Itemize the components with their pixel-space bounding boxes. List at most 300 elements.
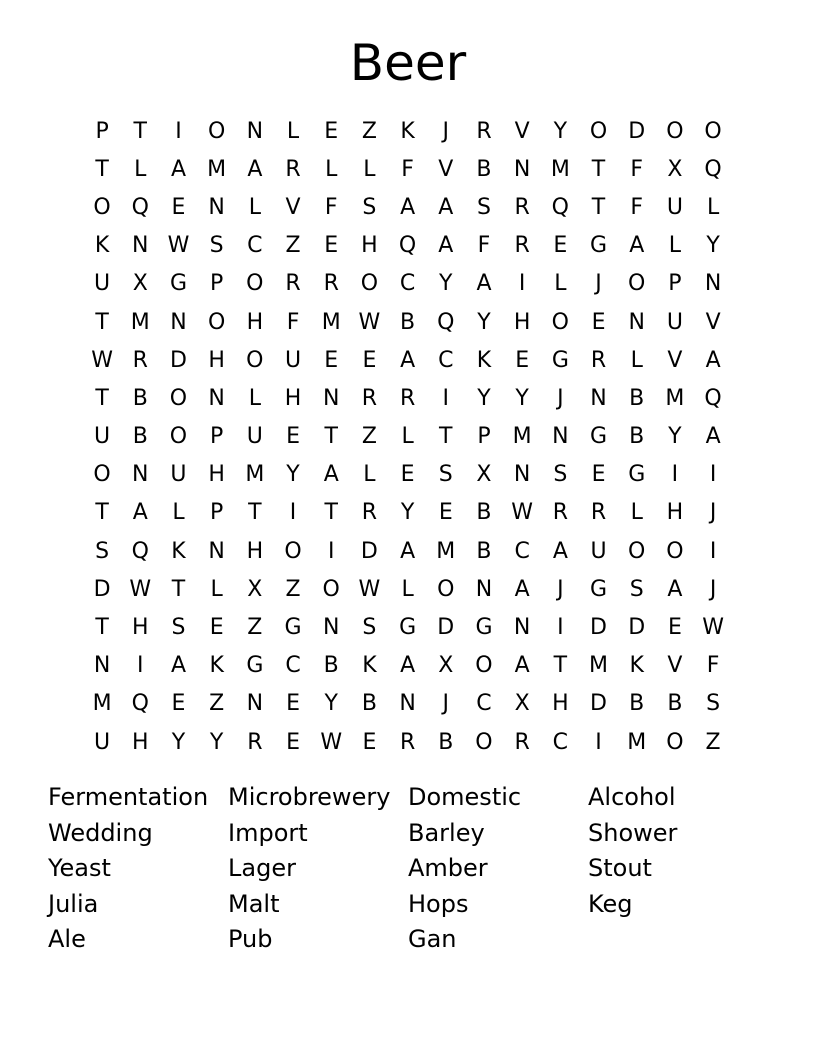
grid-letter: U [94, 271, 111, 297]
grid-letter: H [513, 309, 531, 335]
grid-letter: J [709, 576, 717, 602]
grid-letter: A [438, 194, 454, 220]
grid-letter: R [552, 500, 568, 526]
grid-letter: K [476, 347, 492, 373]
grid-letter: L [210, 576, 223, 602]
grid-letter: O [93, 194, 111, 220]
grid-letter: W [320, 729, 343, 755]
grid-letter: S [362, 194, 377, 220]
grid-letter: W [358, 576, 381, 602]
grid-letter: D [93, 576, 111, 602]
grid-letter: D [437, 615, 455, 641]
grid-letter: B [438, 729, 454, 755]
grid-letter: B [629, 424, 645, 450]
grid-letter: O [284, 538, 302, 564]
grid-letter: N [322, 615, 340, 641]
grid-letter: S [362, 615, 377, 641]
grid-letter: B [476, 156, 492, 182]
grid-letter: E [171, 194, 186, 220]
grid-letter: M [550, 156, 570, 182]
grid-letter: R [590, 347, 607, 373]
grid-letter: G [590, 576, 608, 602]
grid-letter: N [475, 576, 493, 602]
grid-letter: P [210, 271, 224, 297]
word-list-item: Domestic [408, 783, 522, 811]
grid-letter: T [553, 653, 568, 679]
grid-letter: N [513, 615, 531, 641]
grid-letter: T [95, 615, 109, 641]
grid-letter: E [286, 691, 300, 717]
grid-letter: Y [439, 271, 453, 297]
word-list-item: Malt [228, 889, 280, 918]
grid-letter: G [284, 615, 302, 641]
grid-letter: Q [704, 385, 722, 411]
grid-letter: D [628, 118, 646, 144]
grid-letter: L [134, 156, 147, 182]
grid-letter: R [323, 271, 339, 297]
grid-letter: O [589, 118, 608, 144]
word-list-item: Yeast [48, 854, 111, 882]
grid-letter: R [285, 271, 301, 297]
grid-letter: T [248, 500, 262, 526]
grid-letter: E [362, 729, 377, 755]
grid-letter: I [557, 615, 564, 641]
grid-letter: R [399, 385, 416, 411]
grid-letter: I [595, 729, 602, 755]
grid-letter: V [667, 347, 683, 373]
grid-letter: E [438, 500, 453, 526]
grid-letter: U [246, 424, 263, 450]
grid-letter: L [401, 424, 414, 450]
grid-letter: T [95, 309, 109, 335]
grid-letter: O [437, 576, 455, 602]
grid-letter: U [590, 538, 607, 564]
grid-letter: H [208, 462, 225, 488]
grid-letter: A [514, 576, 530, 602]
grid-letter: N [513, 156, 531, 182]
grid-letter: Y [324, 691, 338, 717]
grid-letter: X [667, 156, 683, 182]
grid-letter: O [666, 538, 684, 564]
grid-letter: S [553, 462, 568, 488]
grid-letter: Q [704, 156, 722, 182]
letter-grid [83, 112, 732, 761]
word-list-item: Import [228, 818, 308, 847]
grid-letter: I [175, 118, 182, 144]
grid-letter: Y [286, 462, 300, 488]
grid-letter: T [591, 194, 606, 220]
grid-letter: F [477, 233, 491, 259]
grid-letter: O [246, 271, 264, 297]
grid-letter: S [171, 615, 186, 641]
grid-letter: K [94, 233, 110, 259]
grid-letter: J [709, 500, 717, 526]
word-list-item: Barley [408, 818, 485, 847]
grid-letter: O [475, 729, 493, 755]
grid-letter: Y [400, 500, 415, 526]
grid-letter: M [627, 729, 647, 755]
grid-letter: N [208, 538, 225, 564]
grid-letter: H [361, 233, 378, 259]
grid-letter: L [630, 500, 643, 526]
grid-letter: H [132, 729, 149, 755]
grid-letter: L [554, 271, 567, 297]
grid-letter: O [322, 576, 340, 602]
grid-letter: R [361, 500, 378, 526]
grid-letter: T [95, 385, 109, 411]
grid-letter: R [514, 194, 530, 220]
grid-letter: X [247, 576, 263, 602]
grid-letter: M [207, 156, 227, 182]
grid-letter: X [476, 462, 492, 488]
grid-letter: A [705, 347, 721, 373]
grid-letter: R [590, 500, 607, 526]
grid-letter: G [590, 233, 608, 259]
grid-letter: I [709, 462, 717, 488]
grid-letter: C [285, 653, 301, 679]
grid-letter: L [668, 233, 682, 259]
grid-letter: O [475, 653, 493, 679]
grid-letter: T [324, 424, 338, 450]
grid-letter: V [514, 118, 530, 144]
grid-letter: M [665, 385, 685, 411]
grid-letter: J [595, 271, 602, 297]
grid-letter: V [285, 194, 301, 220]
word-list-item: Amber [408, 854, 488, 882]
grid-letter: R [399, 729, 416, 755]
puzzle-title: Beer [349, 34, 467, 92]
grid-letter: N [170, 309, 187, 335]
grid-letter: I [442, 385, 450, 411]
grid-letter: Z [705, 729, 721, 755]
grid-letter: M [436, 538, 456, 564]
grid-letter: I [709, 538, 717, 564]
grid-letter: P [477, 424, 491, 450]
grid-letter: T [133, 118, 147, 144]
grid-letter: C [438, 347, 454, 373]
grid-letter: O [628, 538, 646, 564]
word-list-item [588, 922, 768, 958]
grid-letter: T [439, 424, 453, 450]
grid-letter: J [442, 118, 450, 144]
grid-letter: Y [668, 424, 682, 450]
grid-letter: C [247, 233, 263, 259]
grid-letter: T [95, 156, 109, 182]
grid-letter: E [324, 118, 339, 144]
grid-letter: F [706, 653, 720, 679]
grid-letter: O [666, 118, 684, 144]
grid-letter: S [438, 462, 453, 488]
grid-letter: M [130, 309, 150, 335]
grid-letter: X [514, 691, 530, 717]
grid-letter: H [284, 385, 302, 411]
word-list-item: Microbrewery [228, 783, 391, 811]
grid-letter: E [400, 462, 415, 488]
grid-letter: L [325, 156, 338, 182]
grid-letter: Z [285, 576, 301, 602]
grid-letter: G [628, 462, 646, 488]
grid-letter: Y [706, 233, 720, 259]
grid-letter: J [557, 576, 564, 602]
word-list-item: Stout [588, 854, 652, 882]
grid-letter: E [591, 309, 606, 335]
grid-letter: H [208, 347, 225, 373]
grid-letter: R [285, 156, 301, 182]
grid-letter: A [400, 194, 416, 220]
grid-letter: Q [551, 194, 569, 220]
grid-letter: K [209, 653, 224, 679]
grid-letter: F [630, 156, 644, 182]
grid-letter: C [399, 271, 416, 297]
word-list-item: Wedding [48, 818, 153, 847]
word-list-item: Alcohol [588, 783, 676, 811]
word-list-item: Ale [48, 925, 86, 953]
grid-letter: B [132, 424, 148, 450]
grid-letter: E [286, 424, 300, 450]
grid-letter: D [590, 691, 607, 717]
grid-letter: Z [209, 691, 225, 717]
grid-letter: E [324, 347, 339, 373]
grid-letter: Z [361, 424, 377, 450]
grid-letter: O [551, 309, 569, 335]
grid-letter: O [207, 118, 226, 144]
grid-letter: E [286, 729, 300, 755]
grid-letter: A [400, 538, 416, 564]
grid-letter: B [132, 385, 148, 411]
grid-letter: U [284, 347, 302, 373]
grid-letter: O [246, 347, 264, 373]
grid-letter: O [628, 271, 646, 297]
grid-letter: B [361, 691, 377, 717]
grid-letter: N [322, 385, 340, 411]
grid-letter: A [323, 462, 339, 488]
grid-letter: A [247, 156, 263, 182]
grid-letter: K [362, 653, 377, 679]
grid-letter: D [169, 347, 187, 373]
grid-letter: S [706, 691, 721, 717]
grid-letter: N [399, 691, 416, 717]
grid-letter: Q [131, 691, 149, 717]
grid-letter: V [705, 309, 721, 335]
word-list-item: Gan [408, 925, 457, 953]
word-list [48, 780, 768, 958]
grid-letter: L [363, 156, 376, 182]
grid-letter: P [210, 500, 224, 526]
grid-letter: N [208, 385, 225, 411]
grid-letter: A [667, 576, 683, 602]
grid-letter: H [552, 691, 569, 717]
grid-letter: C [514, 538, 530, 564]
grid-letter: N [513, 462, 531, 488]
grid-letter: B [667, 691, 683, 717]
grid-letter: G [169, 271, 187, 297]
grid-letter: A [132, 500, 148, 526]
grid-letter: T [171, 576, 186, 602]
grid-letter: T [324, 500, 338, 526]
grid-letter: U [94, 729, 111, 755]
word-list-item: Keg [588, 889, 633, 918]
grid-letter: M [589, 653, 609, 679]
grid-letter: L [248, 194, 261, 220]
grid-letter: F [324, 194, 338, 220]
grid-letter: U [170, 462, 187, 488]
grid-letter: B [323, 653, 339, 679]
grid-letter: J [557, 385, 564, 411]
grid-letter: L [172, 500, 185, 526]
grid-letter: L [706, 194, 720, 220]
grid-letter: E [515, 347, 530, 373]
grid-letter: M [512, 424, 532, 450]
grid-letter: S [209, 233, 224, 259]
grid-letter: I [137, 653, 144, 679]
grid-letter: A [629, 233, 645, 259]
grid-letter: N [246, 118, 264, 144]
grid-letter: E [171, 691, 186, 717]
grid-letter: G [475, 615, 493, 641]
grid-letter: S [476, 194, 491, 220]
grid-letter: I [671, 462, 679, 488]
grid-letter: G [246, 653, 264, 679]
grid-letter: M [92, 691, 112, 717]
grid-letter: F [630, 194, 644, 220]
grid-letter: N [93, 653, 111, 679]
grid-letter: H [246, 309, 264, 335]
grid-letter: O [169, 385, 188, 411]
grid-letter: W [702, 615, 724, 641]
grid-letter: Q [131, 194, 149, 220]
grid-letter: M [245, 462, 265, 488]
grid-letter: E [553, 233, 568, 259]
grid-letter: B [629, 691, 645, 717]
grid-letter: Q [131, 538, 149, 564]
grid-letter: K [400, 118, 415, 144]
grid-letter: Q [437, 309, 455, 335]
grid-letter: Z [285, 233, 301, 259]
grid-letter: D [590, 615, 607, 641]
grid-letter: X [132, 271, 148, 297]
grid-letter: E [209, 615, 224, 641]
grid-letter: C [552, 729, 569, 755]
grid-letter: Y [209, 729, 224, 755]
grid-letter: H [666, 500, 684, 526]
grid-letter: I [289, 500, 297, 526]
grid-letter: J [442, 691, 450, 717]
grid-letter: O [93, 462, 111, 488]
grid-letter: G [399, 615, 417, 641]
grid-letter: U [94, 424, 111, 450]
grid-letter: E [667, 615, 682, 641]
grid-letter: N [590, 385, 607, 411]
grid-letter: A [476, 271, 492, 297]
grid-letter: A [170, 156, 186, 182]
grid-letter: P [668, 271, 682, 297]
grid-letter: F [401, 156, 414, 182]
grid-letter: N [208, 194, 225, 220]
grid-letter: T [591, 156, 606, 182]
grid-letter: U [666, 309, 683, 335]
grid-letter: Q [398, 233, 417, 259]
grid-letter: W [358, 309, 381, 335]
grid-letter: M [321, 309, 341, 335]
grid-letter: S [629, 576, 644, 602]
grid-letter: U [666, 194, 683, 220]
grid-letter: B [476, 500, 492, 526]
grid-letter: A [514, 653, 530, 679]
word-list-item: Pub [228, 925, 273, 953]
grid-letter: E [591, 462, 606, 488]
grid-letter: O [169, 424, 188, 450]
grid-letter: L [630, 347, 643, 373]
grid-letter: N [704, 271, 722, 297]
grid-letter: A [400, 653, 416, 679]
grid-letter: Y [171, 729, 186, 755]
grid-letter: F [286, 309, 300, 335]
grid-letter: B [476, 538, 492, 564]
grid-letter: O [704, 118, 722, 144]
grid-letter: I [327, 538, 335, 564]
grid-letter: E [362, 347, 377, 373]
grid-letter: O [360, 271, 379, 297]
grid-letter: D [360, 538, 378, 564]
grid-letter: W [129, 576, 152, 602]
grid-letter: N [132, 462, 149, 488]
grid-letter: L [363, 462, 376, 488]
grid-letter: H [132, 615, 149, 641]
grid-letter: N [628, 309, 645, 335]
grid-letter: Y [515, 385, 529, 411]
grid-letter: A [400, 347, 416, 373]
grid-letter: W [511, 500, 534, 526]
word-list-item: Hops [408, 889, 469, 918]
grid-letter: Y [553, 118, 568, 144]
grid-letter: R [514, 729, 530, 755]
grid-letter: L [286, 118, 300, 144]
grid-letter: N [132, 233, 149, 259]
grid-letter: V [667, 653, 683, 679]
grid-letter: R [132, 347, 148, 373]
grid-letter: B [400, 309, 416, 335]
word-list-item: Lager [228, 854, 296, 882]
grid-letter: N [552, 424, 569, 450]
grid-letter: N [246, 691, 264, 717]
grid-letter: A [438, 233, 454, 259]
grid-letter: R [247, 729, 263, 755]
grid-letter: A [552, 538, 568, 564]
grid-letter: D [628, 615, 646, 641]
grid-letter: H [246, 538, 264, 564]
grid-letter: L [248, 385, 261, 411]
word-list-item: Fermentation [48, 783, 209, 811]
grid-letter: W [91, 347, 113, 373]
grid-letter: W [167, 233, 190, 259]
grid-letter: L [401, 576, 414, 602]
grid-letter: P [95, 118, 109, 144]
word-list-item: Shower [588, 818, 678, 847]
grid-letter: Y [477, 385, 491, 411]
word-list-item: Julia [48, 889, 99, 918]
grid-letter: T [95, 500, 109, 526]
grid-letter: V [438, 156, 454, 182]
grid-letter: C [476, 691, 492, 717]
grid-letter: R [361, 385, 378, 411]
grid-letter: E [324, 233, 339, 259]
grid-letter: K [629, 653, 644, 679]
grid-letter: X [438, 653, 454, 679]
grid-letter: Z [247, 615, 263, 641]
grid-letter: O [666, 729, 684, 755]
grid-letter: R [476, 118, 492, 144]
grid-letter: G [590, 424, 608, 450]
